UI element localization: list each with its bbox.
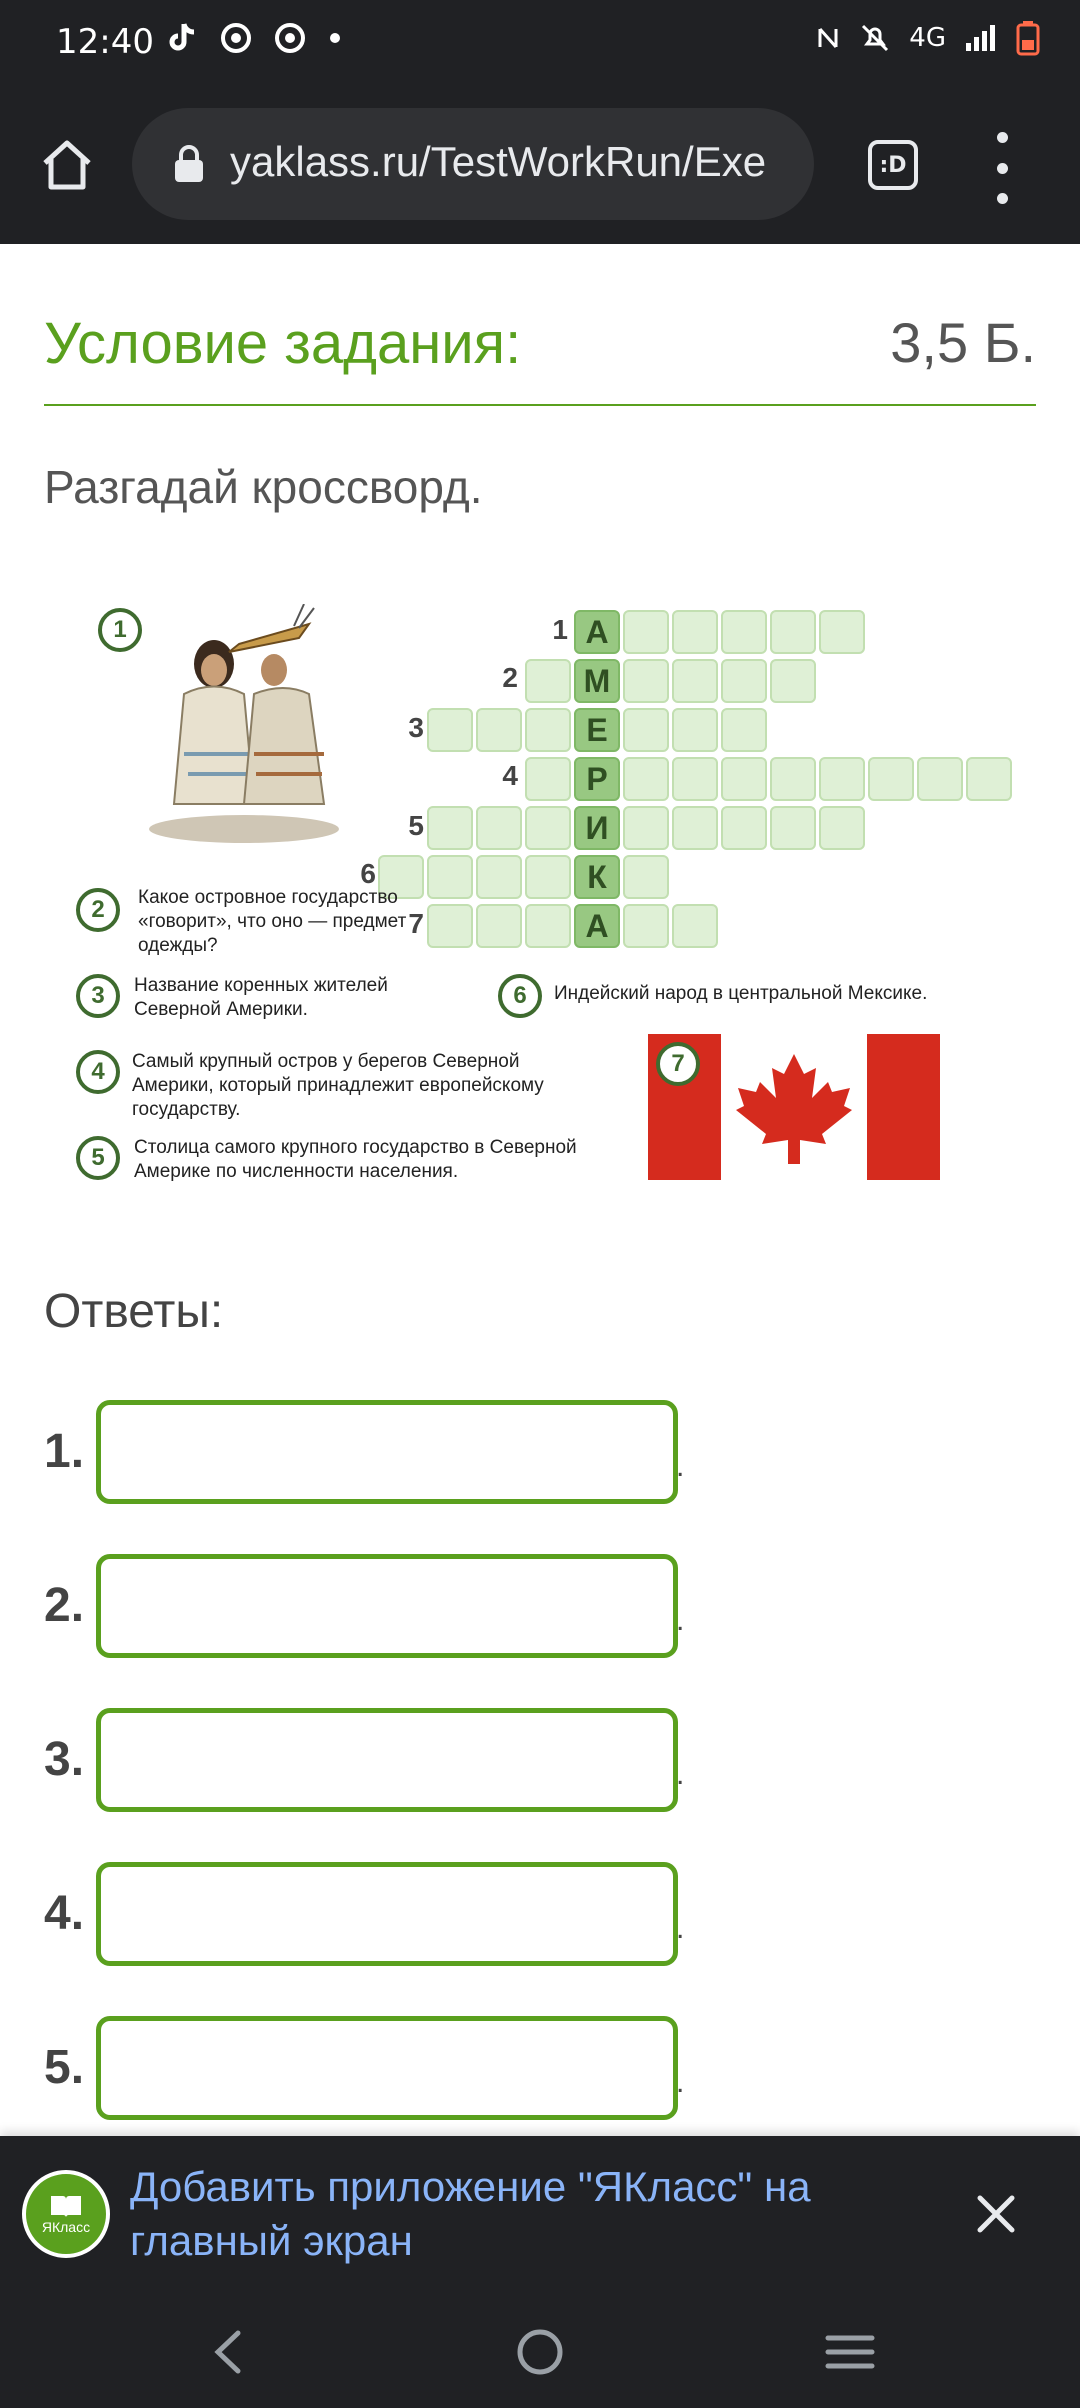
row-number-4: 4 — [502, 760, 518, 791]
logo-text: ЯКласс — [41, 2219, 91, 2235]
answer-label-1: 1. — [44, 1425, 85, 1478]
bell-muted-icon — [859, 22, 891, 54]
cell — [525, 904, 571, 948]
cell — [770, 757, 816, 801]
cell — [672, 610, 718, 654]
clue-number-2: 2 — [76, 888, 120, 932]
task-instruction: Разгадай кроссворд. — [44, 461, 483, 513]
lock-icon — [172, 144, 206, 184]
menu-dot-icon — [997, 132, 1008, 143]
system-nav-bar — [0, 2292, 1080, 2408]
cell — [476, 904, 522, 948]
yaklass-logo — [22, 2170, 110, 2258]
answer-input-5[interactable] — [96, 2016, 678, 2120]
clue-number-6: 6 — [498, 974, 542, 1018]
url-text: yaklass.ru/TestWorkRun/Exe — [230, 138, 767, 185]
dot-icon — [328, 31, 342, 45]
cell — [427, 904, 473, 948]
clue-number-5: 5 — [76, 1136, 120, 1180]
cell — [770, 659, 816, 703]
answer-period: . — [676, 1450, 685, 1483]
cell — [819, 806, 865, 850]
home-icon — [37, 135, 97, 195]
task-title: Условие задания: — [44, 311, 522, 376]
answer-period: . — [676, 2066, 685, 2099]
cell — [672, 904, 718, 948]
cell — [623, 904, 669, 948]
tiktok-icon — [168, 22, 198, 54]
row-number-6: 6 — [360, 858, 376, 889]
answer-row-5 — [44, 2016, 744, 2120]
cell — [476, 708, 522, 752]
home-button[interactable] — [30, 128, 104, 202]
answer-label-2: 2. — [44, 1579, 85, 1632]
row-number-5: 5 — [408, 810, 424, 841]
cell — [623, 855, 669, 899]
banner-text[interactable]: Добавить приложение "ЯКласс" на главный экран — [130, 2163, 811, 2264]
answers-title: Ответы: — [44, 1285, 224, 1338]
answer-input-3[interactable] — [96, 1708, 678, 1812]
cell — [427, 855, 473, 899]
cell — [525, 659, 571, 703]
status-time: 12:40 — [56, 22, 154, 62]
answer-period: . — [676, 1604, 685, 1637]
cell — [672, 806, 718, 850]
cell — [476, 806, 522, 850]
cell — [917, 757, 963, 801]
row-number-7: 7 — [408, 908, 424, 939]
cell — [770, 610, 816, 654]
clue-6-text: Индейский народ в центральной Мексике. — [554, 983, 928, 1004]
answer-label-4: 4. — [44, 1887, 85, 1940]
clue-3-text: Название коренных жителей Северной Америки. — [134, 975, 388, 1020]
browser-menu-button[interactable] — [990, 132, 1014, 204]
cell — [819, 610, 865, 654]
book-icon — [49, 2193, 83, 2219]
clue-number-7: 7 — [656, 1042, 700, 1086]
cell — [721, 610, 767, 654]
key-cell-3: Е — [574, 708, 620, 752]
cell — [721, 757, 767, 801]
tab-switcher-button[interactable]: :D — [868, 140, 918, 190]
cell — [672, 659, 718, 703]
row-number-2: 2 — [502, 662, 518, 693]
cell — [525, 855, 571, 899]
answer-input-2[interactable] — [96, 1554, 678, 1658]
clue-5-text: Столица самого крупного государство в Северной Америке по численности населения. — [134, 1137, 577, 1182]
battery-icon — [1016, 20, 1040, 56]
menu-dot-icon — [997, 193, 1008, 204]
cell — [770, 806, 816, 850]
notification-icons — [168, 22, 342, 54]
cell — [868, 757, 914, 801]
key-cell-2: М — [574, 659, 620, 703]
home-nav-button[interactable] — [510, 2322, 570, 2382]
circle-home-icon — [514, 2326, 566, 2378]
cell — [525, 757, 571, 801]
key-cell-4: Р — [574, 757, 620, 801]
chrome-icon — [220, 22, 252, 54]
back-icon — [208, 2327, 248, 2377]
browser-toolbar — [0, 88, 1080, 244]
answer-row-3 — [44, 1708, 744, 1812]
clue-number-1: 1 — [98, 608, 142, 652]
clue-2-text: Какое островное государство «говорит», что оно — предмет одежды? — [138, 887, 407, 956]
native-people-illustration — [144, 604, 344, 844]
cell — [525, 806, 571, 850]
cell — [427, 708, 473, 752]
cell — [721, 806, 767, 850]
cell — [525, 708, 571, 752]
answer-row-4 — [44, 1862, 744, 1966]
answer-label-3: 3. — [44, 1733, 85, 1786]
cell — [623, 610, 669, 654]
key-cell-5: И — [574, 806, 620, 850]
address-bar[interactable] — [132, 108, 814, 220]
cell — [721, 659, 767, 703]
answer-input-4[interactable] — [96, 1862, 678, 1966]
nfc-icon — [815, 23, 841, 53]
answer-input-1[interactable] — [96, 1400, 678, 1504]
key-cell-6: К — [574, 855, 620, 899]
system-icons — [815, 20, 1040, 56]
answer-period: . — [676, 1758, 685, 1791]
answer-row-2 — [44, 1554, 744, 1658]
cell — [721, 708, 767, 752]
clue-number-4: 4 — [76, 1050, 120, 1094]
add-to-home-banner[interactable] — [0, 2136, 1080, 2292]
row-number-1: 1 — [552, 614, 568, 645]
cell — [819, 757, 865, 801]
cell — [623, 708, 669, 752]
row-number-3: 3 — [408, 712, 424, 743]
answer-label-5: 5. — [44, 2041, 85, 2094]
recents-button[interactable] — [820, 2322, 880, 2382]
clue-number-3: 3 — [76, 974, 120, 1018]
chrome-icon-2 — [274, 22, 306, 54]
network-type: 4G — [909, 23, 946, 53]
back-button[interactable] — [198, 2322, 258, 2382]
recents-icon — [824, 2330, 876, 2374]
cell — [672, 708, 718, 752]
answer-period: . — [676, 1912, 685, 1945]
close-icon[interactable] — [970, 2188, 1022, 2240]
menu-dot-icon — [997, 163, 1008, 174]
cell — [476, 855, 522, 899]
cell — [966, 757, 1012, 801]
signal-icon — [964, 23, 998, 53]
key-cell-7: А — [574, 904, 620, 948]
cell — [623, 757, 669, 801]
key-cell-1: А — [574, 610, 620, 654]
status-bar — [0, 0, 1080, 88]
cell — [623, 659, 669, 703]
cell — [427, 806, 473, 850]
answer-row-1 — [44, 1400, 744, 1504]
clue-4-text: Самый крупный остров у берегов Северной Америки, который принадлежит европейскому государству. — [132, 1051, 544, 1120]
task-points: 3,5 Б. — [890, 311, 1036, 374]
task-header — [44, 310, 1036, 406]
cell — [672, 757, 718, 801]
cell — [623, 806, 669, 850]
crossword-puzzle — [60, 590, 1020, 1210]
